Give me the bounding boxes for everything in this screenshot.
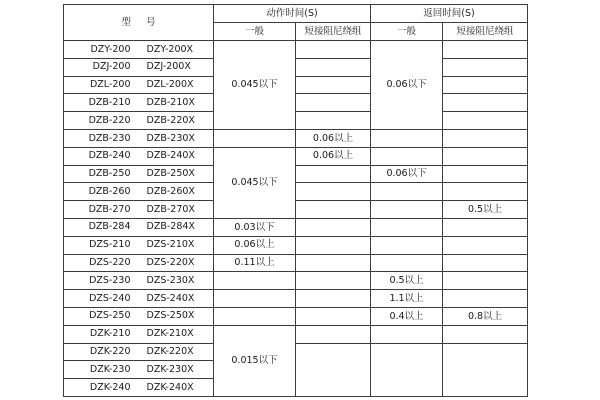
model-name-x: DZJ-200X	[146, 61, 191, 73]
model-cell	[64, 41, 214, 59]
return-damping-cell	[443, 183, 528, 201]
header-row-1	[64, 5, 528, 23]
return-general-cell	[371, 236, 443, 254]
model-cell	[64, 165, 214, 183]
action-general-cell: 0.06以上	[214, 236, 296, 254]
model-name: DZB-284	[88, 221, 131, 233]
model-name-x: DZS-230X	[146, 274, 195, 286]
model-name: DZY-200	[90, 43, 131, 55]
return-damping-cell	[443, 325, 528, 343]
return-damping-cell	[443, 112, 528, 130]
model-name: DZJ-200	[92, 61, 131, 73]
return-damping-cell	[443, 76, 528, 94]
action-damping-cell	[296, 325, 371, 343]
model-name: DZK-230	[89, 363, 131, 375]
model-name-x: DZK-220X	[146, 346, 194, 358]
model-name-x: DZB-270X	[146, 203, 195, 215]
action-damping-cell	[296, 201, 371, 219]
header-model: 型 号	[64, 5, 214, 41]
model-name: DZB-250	[88, 168, 131, 180]
action-general-cell	[214, 129, 296, 147]
model-name-x: DZK-240X	[146, 381, 194, 393]
action-general-cell: 0.045以下	[214, 41, 296, 130]
action-damping-cell	[296, 112, 371, 130]
table-row	[64, 41, 528, 59]
model-name: DZB-240	[88, 150, 131, 162]
model-cell	[64, 307, 214, 325]
action-damping-cell	[296, 165, 371, 183]
model-name: DZK-240	[89, 381, 131, 393]
return-general-cell: 0.4以上	[371, 307, 443, 325]
model-name: DZK-220	[89, 346, 131, 358]
model-name: DZL-200	[89, 79, 131, 91]
action-general-cell: 0.03以下	[214, 218, 296, 236]
return-damping-cell: 0.5以上	[443, 201, 528, 219]
table-row	[64, 165, 528, 183]
model-cell	[64, 147, 214, 165]
model-name-x: DZY-200X	[146, 43, 194, 55]
return-damping-cell	[443, 236, 528, 254]
return-damping-cell	[443, 343, 528, 396]
table-row	[64, 129, 528, 147]
model-cell	[64, 379, 214, 397]
return-damping-cell	[443, 129, 528, 147]
header-return-damping: 短接阻尼绕组	[443, 23, 528, 41]
action-damping-cell	[296, 218, 371, 236]
header-action-time: 动作时间(S)	[214, 5, 371, 23]
return-damping-cell	[443, 165, 528, 183]
model-name-x: DZL-200X	[146, 79, 194, 91]
return-damping-cell	[443, 58, 528, 76]
return-general-cell	[371, 325, 443, 343]
return-damping-cell	[443, 41, 528, 59]
table-row	[64, 76, 528, 94]
model-name-x: DZS-220X	[146, 257, 195, 269]
model-name: DZS-250	[89, 310, 131, 322]
table-row	[64, 218, 528, 236]
return-general-cell	[371, 254, 443, 272]
model-name-x: DZB-230X	[146, 132, 195, 144]
model-name-x: DZB-210X	[146, 96, 195, 108]
action-damping-cell	[296, 272, 371, 290]
action-general-cell	[214, 290, 296, 308]
table-row	[64, 58, 528, 76]
model-cell	[64, 272, 214, 290]
model-name-x: DZB-284X	[146, 221, 195, 233]
model-name-x: DZB-240X	[146, 150, 195, 162]
action-general-cell	[214, 307, 296, 325]
spec-table	[63, 4, 528, 397]
model-cell	[64, 201, 214, 219]
return-damping-cell	[443, 272, 528, 290]
table-row	[64, 343, 528, 361]
header-action-damping: 短接阻尼绕组	[296, 23, 371, 41]
model-cell	[64, 58, 214, 76]
action-damping-cell	[296, 254, 371, 272]
table-row	[64, 307, 528, 325]
action-damping-cell	[296, 307, 371, 325]
model-cell	[64, 236, 214, 254]
table-header	[64, 5, 528, 41]
model-name: DZB-230	[88, 132, 131, 144]
model-name-x: DZB-250X	[146, 168, 195, 180]
header-action-general: 一般	[214, 23, 296, 41]
return-general-cell	[371, 129, 443, 147]
table-row	[64, 254, 528, 272]
model-name: DZS-220	[89, 257, 131, 269]
model-cell	[64, 129, 214, 147]
return-damping-cell	[443, 147, 528, 165]
model-cell	[64, 343, 214, 361]
return-damping-cell: 0.8以上	[443, 307, 528, 325]
action-damping-cell	[296, 41, 371, 59]
model-cell	[64, 112, 214, 130]
table-row	[64, 94, 528, 112]
table-row	[64, 201, 528, 219]
table-row	[64, 183, 528, 201]
table-row	[64, 290, 528, 308]
action-damping-cell	[296, 76, 371, 94]
model-cell	[64, 325, 214, 343]
action-damping-cell	[296, 94, 371, 112]
model-cell	[64, 361, 214, 379]
table-row	[64, 325, 528, 343]
action-damping-cell	[296, 183, 371, 201]
model-name: DZB-220	[88, 114, 131, 126]
action-general-cell: 0.045以下	[214, 147, 296, 218]
action-damping-cell	[296, 236, 371, 254]
action-damping-cell: 0.06以上	[296, 129, 371, 147]
model-cell	[64, 94, 214, 112]
model-name-x: DZK-210X	[146, 328, 194, 340]
model-cell	[64, 254, 214, 272]
table-row	[64, 272, 528, 290]
return-general-cell: 0.5以上	[371, 272, 443, 290]
return-damping-cell	[443, 290, 528, 308]
model-name-x: DZB-260X	[146, 185, 195, 197]
action-general-cell	[214, 272, 296, 290]
return-general-cell: 0.06以下	[371, 41, 443, 130]
action-general-cell: 0.015以下	[214, 325, 296, 396]
model-cell	[64, 218, 214, 236]
table-row	[64, 147, 528, 165]
action-damping-cell	[296, 343, 371, 396]
header-return-time: 返回时间(S)	[371, 5, 528, 23]
header-return-general: 一般	[371, 23, 443, 41]
model-name: DZB-270	[88, 203, 131, 215]
action-damping-cell	[296, 58, 371, 76]
model-cell	[64, 183, 214, 201]
model-cell	[64, 76, 214, 94]
model-name: DZK-210	[89, 328, 131, 340]
return-general-cell	[371, 343, 443, 396]
model-name-x: DZB-220X	[146, 114, 195, 126]
return-general-cell	[371, 147, 443, 165]
action-damping-cell	[296, 290, 371, 308]
action-damping-cell: 0.06以上	[296, 147, 371, 165]
model-cell	[64, 290, 214, 308]
return-general-cell	[371, 183, 443, 201]
return-damping-cell	[443, 254, 528, 272]
return-damping-cell	[443, 94, 528, 112]
model-name-x: DZS-210X	[146, 239, 195, 251]
model-name-x: DZK-230X	[146, 363, 194, 375]
model-name: DZS-210	[89, 239, 131, 251]
table-body	[64, 41, 528, 397]
return-general-cell	[371, 218, 443, 236]
return-damping-cell	[443, 218, 528, 236]
model-name: DZS-240	[89, 292, 131, 304]
table-row	[64, 236, 528, 254]
return-general-cell	[371, 201, 443, 219]
model-name-x: DZS-240X	[146, 292, 195, 304]
table-row	[64, 112, 528, 130]
model-name: DZS-230	[89, 274, 131, 286]
model-name-x: DZS-250X	[146, 310, 195, 322]
action-general-cell: 0.11以上	[214, 254, 296, 272]
return-general-cell: 1.1以上	[371, 290, 443, 308]
model-name: DZB-260	[88, 185, 131, 197]
return-general-cell: 0.06以下	[371, 165, 443, 183]
model-name: DZB-210	[88, 96, 131, 108]
